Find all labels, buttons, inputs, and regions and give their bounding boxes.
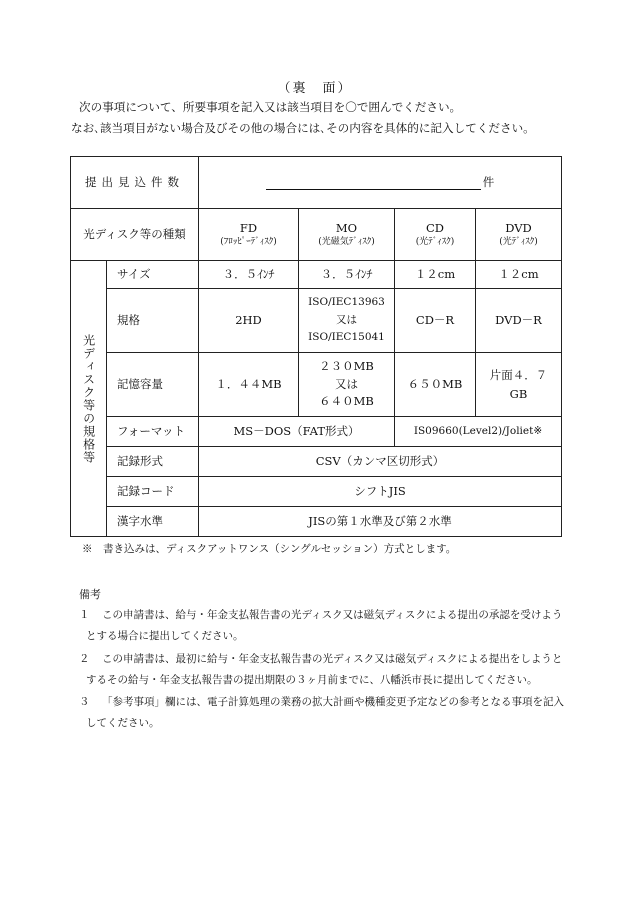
- remark-text: するその給与・年金支払報告書の提出期限の３ヶ月前までに、八幡浜市長に提出してください。: [86, 674, 538, 686]
- media-sub: (光ﾃﾞｨｽｸ): [415, 237, 455, 248]
- remark-text: この申請書は、給与・年金支払報告書の光ディスク又は磁気ディスクによる提出の承認を受けよう: [102, 609, 563, 621]
- media-fd[interactable]: [199, 209, 299, 261]
- size-mo[interactable]: ３．５ｲﾝﾁ: [299, 261, 395, 289]
- media-type-label: 光ディスク等の種類: [71, 209, 199, 261]
- record-form-value: CSV（カンマ区切形式）: [199, 447, 562, 477]
- optical-disk-spec-table: [70, 156, 562, 537]
- media-cd[interactable]: [395, 209, 476, 261]
- media-name: FD: [239, 220, 258, 235]
- standard-mo-line: ISO/IEC15041: [308, 331, 385, 344]
- capacity-mo-line: 又は: [335, 376, 358, 391]
- spec-group-cell: [71, 261, 107, 537]
- capacity-label: 記憶容量: [107, 353, 199, 417]
- standard-label: 規格: [107, 289, 199, 353]
- media-name: CD: [425, 220, 445, 235]
- size-fd[interactable]: ３．５ｲﾝﾁ: [199, 261, 299, 289]
- standard-dvd[interactable]: DVD－R: [476, 289, 562, 353]
- kanji-level-label: 漢字水準: [107, 507, 199, 537]
- record-code-value: シフトJIS: [199, 477, 562, 507]
- remark-number: ２: [79, 653, 90, 665]
- submission-count-field[interactable]: [199, 157, 562, 209]
- standard-mo-line: 又は: [336, 313, 357, 326]
- format-cd-dvd[interactable]: IS09660(Level2)/Joliet※: [395, 417, 562, 447]
- capacity-dvd-line: 片面４．７: [489, 368, 548, 383]
- capacity-fd[interactable]: １．４４MB: [199, 353, 299, 417]
- standard-cd[interactable]: CD－R: [395, 289, 476, 353]
- count-unit: 件: [482, 174, 495, 189]
- capacity-cd[interactable]: ６５０MB: [395, 353, 476, 417]
- media-sub: (ﾌﾛｯﾋﾟｰﾃﾞｨｽｸ): [220, 237, 277, 248]
- standard-fd[interactable]: 2HD: [199, 289, 299, 353]
- media-name: MO: [335, 220, 358, 235]
- size-dvd[interactable]: １２cm: [476, 261, 562, 289]
- capacity-mo[interactable]: [299, 353, 395, 417]
- standard-mo-line: ISO/IEC13963: [308, 295, 385, 308]
- record-code-label: 記録コード: [107, 477, 199, 507]
- media-mo[interactable]: [299, 209, 395, 261]
- size-cd[interactable]: １２cm: [395, 261, 476, 289]
- media-sub: (光ﾃﾞｨｽｸ): [499, 237, 538, 248]
- size-label: サイズ: [107, 261, 199, 289]
- capacity-mo-line: ２３０MB: [319, 358, 374, 373]
- record-form-label: 記録形式: [107, 447, 199, 477]
- capacity-dvd[interactable]: [476, 353, 562, 417]
- remark-number: １: [79, 609, 90, 621]
- remark-text: 「参考事項」欄には、電子計算処理の業務の拡大計画や機種変更予定などの参考となる事項を記入: [102, 696, 564, 708]
- count-input-line[interactable]: [266, 177, 481, 190]
- submission-count-label: 提出見込件数: [71, 157, 199, 209]
- format-label: フォーマット: [107, 417, 199, 447]
- media-name: DVD: [505, 220, 532, 235]
- media-sub: (光磁気ﾃﾞｨｽｸ): [318, 237, 375, 248]
- capacity-dvd-line: GB: [509, 386, 528, 401]
- remark-text: この申請書は、最初に給与・年金支払報告書の光ディスク又は磁気ディスクによる提出をしようと: [102, 653, 563, 665]
- kanji-level-value: JISの第１水準及び第２水準: [199, 507, 562, 537]
- remark-text: とする場合に提出してください。: [86, 630, 244, 642]
- media-dvd[interactable]: [476, 209, 562, 261]
- footnote: ※ 書き込みは、ディスクアットワンス（シングルセッション）方式とします。: [82, 543, 457, 555]
- remark-number: ３: [79, 696, 90, 708]
- page-title: （裏 面）: [277, 81, 353, 96]
- remarks-heading: 備考: [79, 588, 101, 601]
- format-fd-mo[interactable]: MS－DOS（FAT形式）: [199, 417, 395, 447]
- capacity-mo-line: ６４０MB: [319, 394, 374, 409]
- standard-mo[interactable]: [299, 289, 395, 353]
- instruction-line-1: 次の事項について、所要事項を記入又は該当項目を〇で囲んでください。: [79, 100, 462, 114]
- remark-text: してください。: [86, 717, 160, 729]
- spec-group-label: 光ディスク等の規格等: [81, 333, 96, 464]
- instruction-line-2: なお､該当項目がない場合及びその他の場合には､その内容を具体的に記入してください。: [71, 121, 535, 135]
